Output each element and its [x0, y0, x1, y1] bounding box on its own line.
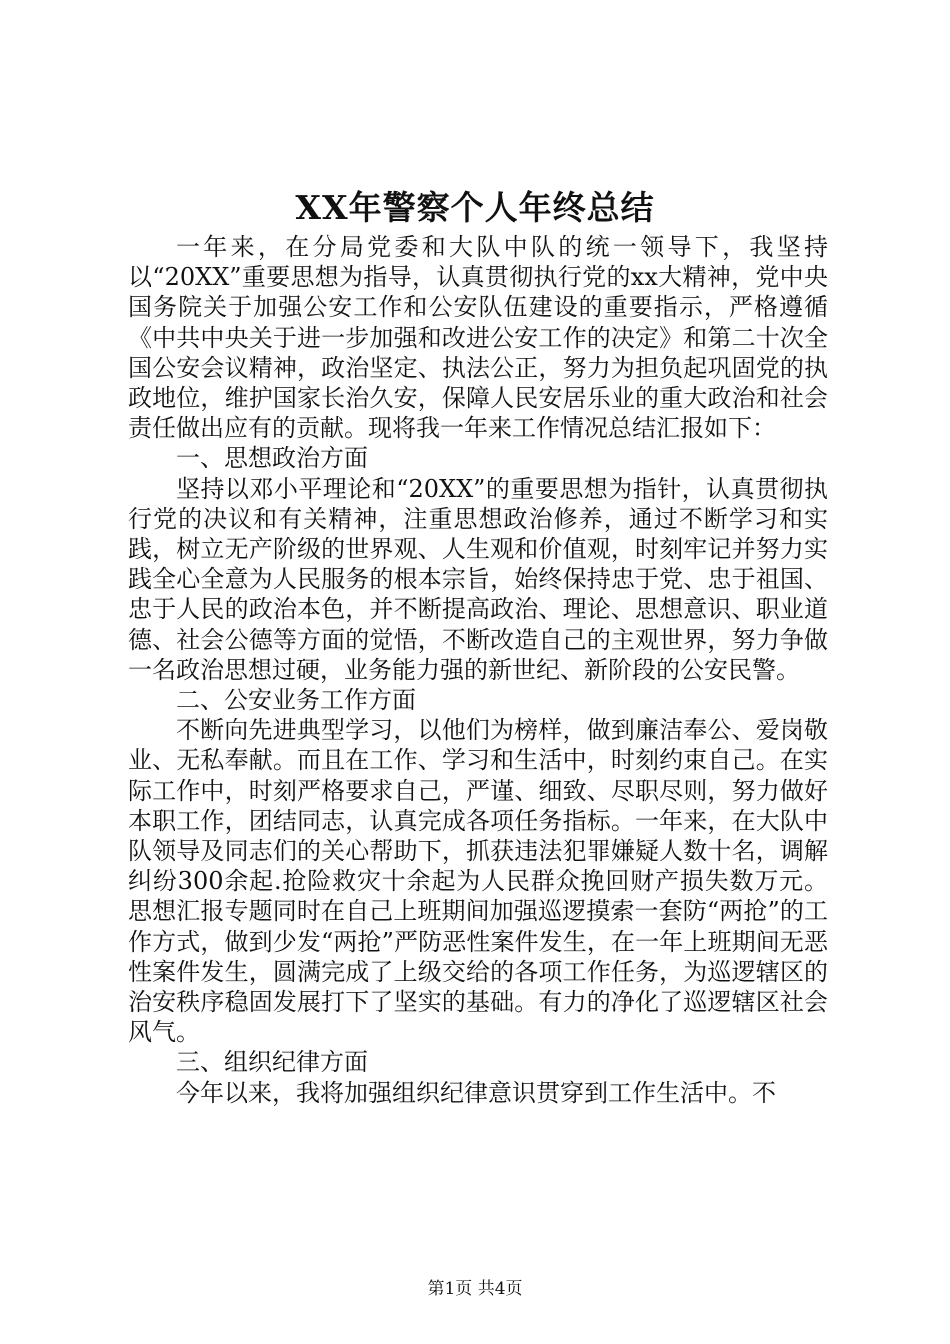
- section-heading-1: 一、思想政治方面: [176, 444, 368, 473]
- section-heading-2: 二、公安业务工作方面: [176, 686, 416, 715]
- paragraph-intro: 一年来，在分局党委和大队中队的统一领导下，我坚持以“20XX”重要思想为指导，认真贯彻执行党的xx大精神，党中央国务院关于加强公安工作和公安队伍建设的重要指示，严格遵循《中共中央关于进一步加强和改进公安工作的决定》和第二十次全国公安会议精神，政治坚定、执法公正，努力为担负起巩固党的执政地位，维护国家长治久安，保障人民安居乐业的重大政治和社会责任做出应有的贡献。现将我一年来工作情况总结汇报如下：: [128, 233, 828, 443]
- document-body: [128, 232, 828, 1108]
- document-title: XX年警察个人年终总结: [295, 188, 655, 227]
- paragraph-section-2: 不断向先进典型学习，以他们为榜样，做到廉洁奉公、爱岗敬业、无私奉献。而且在工作、学习和生活中，时刻约束自己。在实际工作中，时刻严格要求自己，严谨、细致、尽职尽则，努力做好本职工作，团结同志，认真完成各项任务指标。一年来，在大队中队领导及同志们的关心帮助下，抓获违法犯罪嫌疑人数十名，调解纠纷300余起.抢险救灾十余起为人民群众挽回财产损失数万元。思想汇报专题同时在自己上班期间加强巡逻摸索一套防“两抢”的工作方式，做到少发“两抢”严防恶性案件发生，在一年上班期间无恶性案件发生，圆满完成了上级交给的各项工作任务，为巡逻辖区的治安秩序稳固发展打下了坚实的基础。有力的净化了巡逻辖区社会风气。: [128, 716, 828, 1047]
- paragraph-section-1: 坚持以邓小平理论和“20XX”的重要思想为指针，认真贯彻执行党的决议和有关精神，注重思想政治修养，通过不断学习和实践，树立无产阶级的世界观、人生观和价值观，时刻牢记并努力实践全心全意为人民服务的根本宗旨，始终保持忠于党、忠于祖国、忠于人民的政治本色，并不断提高政治、理论、思想意识、职业道德、社会公德等方面的觉悟，不断改造自己的主观世界，努力争做一名政治思想过硬，业务能力强的新世纪、新阶段的公安民警。: [128, 474, 828, 684]
- section-heading-3: 三、组织纪律方面: [176, 1048, 368, 1077]
- page-footer: 第1页 共4页: [427, 1279, 523, 1299]
- paragraph-section-3: 今年以来，我将加强组织纪律意识贯穿到工作生活中。不: [176, 1078, 776, 1107]
